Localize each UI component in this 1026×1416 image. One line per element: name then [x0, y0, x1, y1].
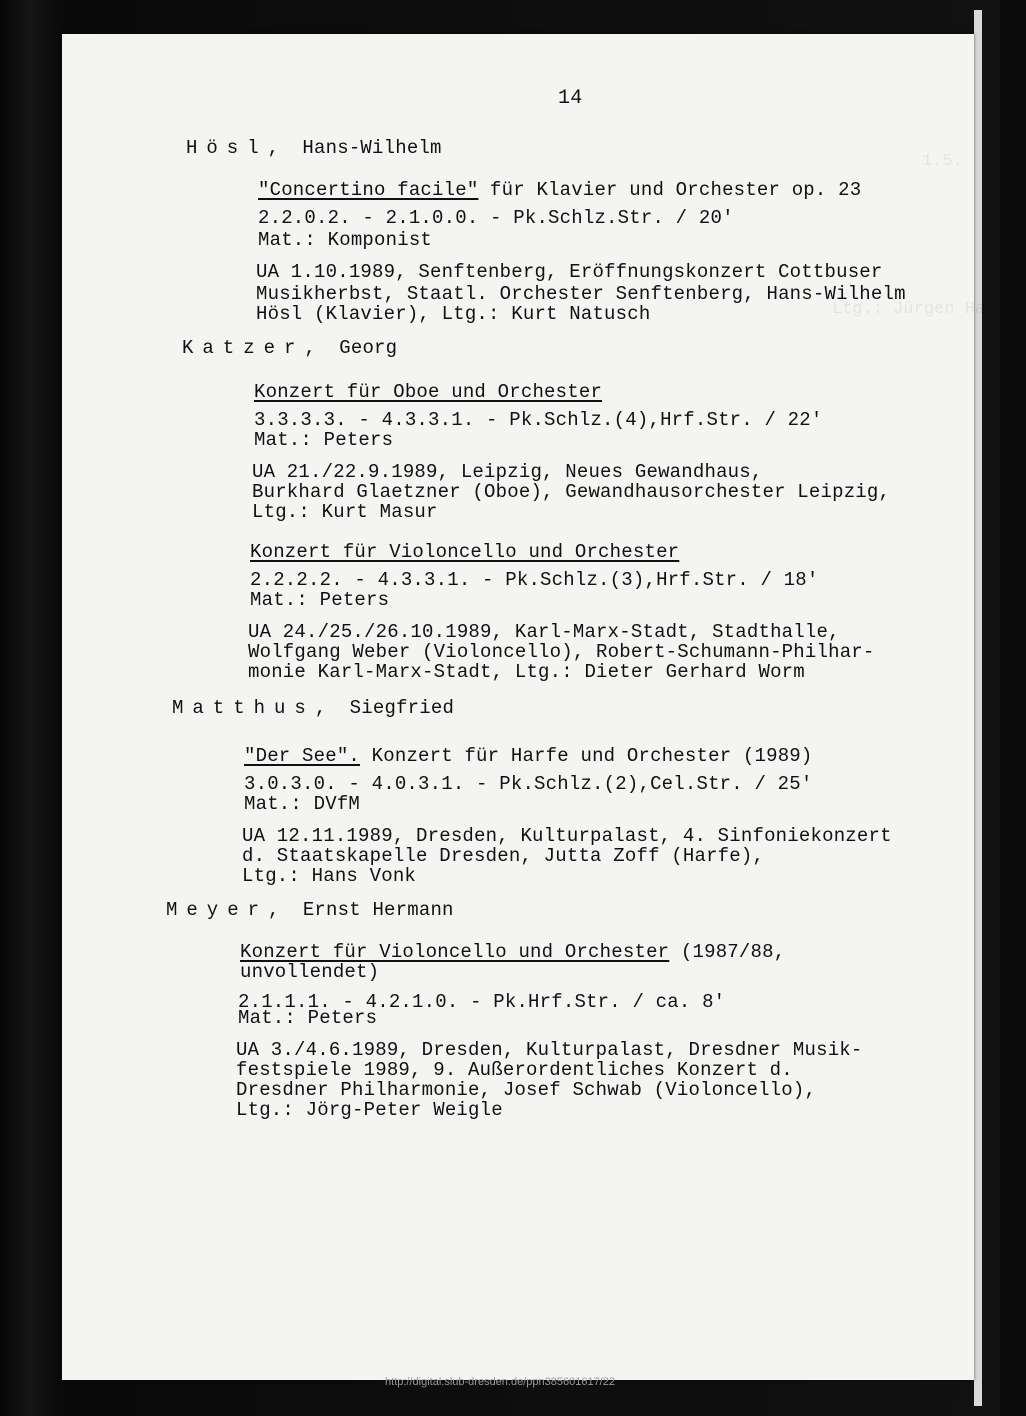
document-page: 1.5. Ltg.: Jürgen Hansen 14 Hösl, Hans-Wilhelm "Concertino facile" für Klavier und Orchester op. 23 2.2.0.2. - 2.1.0.0. - Pk.Schlz.Str. / 20' Mat.: Komponist UA 1.10.1989, Senftenberg, Eröffnungskonzert Cottbuser Musikherbst, Staatl. Orchester Senftenberg, Hans-Wilhelm Hösl (Klavier), Ltg.: Kurt Natusch Katzer, Georg Konzert für Oboe und Orchester 3.3.3.3. - 4.3.3.1. - Pk.Schlz.(4),Hrf.Str. / 22' Mat.: Peters UA 21./22.9.1989, Leipzig, Neues Gewandhaus, Burkhard Glaetzner (Oboe), Gewandhausorchester Leipzig, Ltg.: Kurt Masur Konzert für Violoncello und Orchester 2.2.2.2. - 4.3.3.1. - Pk.Schlz.(3),Hrf.Str. / 18' Mat.: Peters UA 24./25./26.10.1989, Karl-Marx-Stadt, Stadthalle, Wolfgang Weber (Violoncello), Robert-Schumann-Philhar- monie Karl-Marx-Stadt, Ltg.: Dieter Gerhard Worm Matthus, Siegfried "Der See". Konzert für Harfe und Orchester (1989) 3.0.3.0. - 4.0.3.1. - Pk.Schlz.(2),Cel.Str. / 25' Mat.: DVfM UA 12.11.1989, Dresden, Kulturpalast, 4. Sinfoniekonzert d. Staatskapelle Dresden, Jutta Zoff (Harfe), Ltg.: Hans Vonk Meyer, Ernst Hermann Konzert für Violoncello und Orchester (1987/88, unvollendet) 2.1.1.1. - 4.2.1.0. - Pk.Hrf.Str. / ca. 8' Mat.: Peters UA 3./4.6.1989, Dresden, Kulturpalast, Dresdner Musik- festspiele 1989, 9. Außerordentliches Konzert d. Dresdner Philharmonie, Josef Schwab (Violoncello), Ltg.: Jörg-Peter Weigle: [62, 34, 974, 1380]
work-title: [240, 942, 785, 962]
composer-given-name: Georg: [339, 337, 398, 359]
composer-heading: Matthus, Siegfried: [172, 697, 455, 719]
premiere-line: Wolfgang Weber (Violoncello), Robert-Schumann-Philhar-: [248, 641, 875, 663]
work-title: [254, 382, 602, 402]
composer-surname: Hösl: [186, 137, 268, 159]
work-material: Mat.: Komponist: [258, 229, 433, 251]
premiere-line: Musikherbst, Staatl. Orchester Senftenberg, Hans-Wilhelm: [256, 283, 906, 305]
work-scoring: 2.1.1.1. - 4.2.1.0. - Pk.Hrf.Str. / ca. 8': [238, 991, 726, 1013]
composer-surname: Katzer: [182, 337, 305, 359]
composer-surname: Matthus: [172, 697, 315, 719]
work-scoring: 2.2.2.2. - 4.3.3.1. - Pk.Schlz.(3),Hrf.Str. / 18': [250, 569, 819, 591]
work-scoring: 2.2.0.2. - 2.1.0.0. - Pk.Schlz.Str. / 20': [258, 207, 734, 229]
work-title: [258, 180, 861, 200]
premiere-line: UA 24./25./26.10.1989, Karl-Marx-Stadt, Stadthalle,: [248, 621, 840, 643]
premiere-line: Ltg.: Jörg-Peter Weigle: [236, 1099, 503, 1121]
premiere-line: festspiele 1989, 9. Außerordentliches Konzert d.: [236, 1059, 793, 1081]
premiere-line: Ltg.: Hans Vonk: [242, 865, 417, 887]
work-scoring: 3.3.3.3. - 4.3.3.1. - Pk.Schlz.(4),Hrf.Str. / 22': [254, 409, 823, 431]
composer-given-name: Hans-Wilhelm: [302, 137, 442, 159]
composer-heading: Katzer, Georg: [182, 337, 398, 359]
premiere-line: UA 12.11.1989, Dresden, Kulturpalast, 4. Sinfoniekonzert: [242, 825, 892, 847]
work-material: Mat.: Peters: [238, 1007, 378, 1029]
premiere-line: Dresdner Philharmonie, Josef Schwab (Violoncello),: [236, 1079, 817, 1101]
work-title-underlined: "Concertino facile": [258, 179, 479, 201]
page-edge: [974, 10, 982, 1406]
composer-given-name: Ernst Hermann: [302, 899, 454, 921]
work-material: Mat.: Peters: [250, 589, 390, 611]
work-title-rest: für Klavier und Orchester op. 23: [478, 179, 862, 201]
premiere-line: UA 1.10.1989, Senftenberg, Eröffnungskonzert Cottbuser: [256, 261, 883, 283]
work-scoring: 3.0.3.0. - 4.0.3.1. - Pk.Schlz.(2),Cel.Str. / 25': [244, 773, 813, 795]
work-title: [244, 746, 813, 766]
work-title-continuation: unvollendet): [240, 961, 380, 983]
composer-given-name: Siegfried: [349, 697, 455, 719]
work-title-rest: (1987/88,: [669, 941, 786, 963]
source-watermark: http://digital.slub-dresden.de/ppn385601617/22: [385, 1376, 615, 1388]
composer-surname: Meyer: [166, 899, 269, 921]
composer-heading: Hösl, Hans-Wilhelm: [186, 137, 442, 159]
work-material: Mat.: Peters: [254, 429, 394, 451]
premiere-line: d. Staatskapelle Dresden, Jutta Zoff (Harfe),: [242, 845, 765, 867]
premiere-line: Ltg.: Kurt Masur: [252, 501, 438, 523]
work-material: Mat.: DVfM: [244, 793, 361, 815]
premiere-line: Burkhard Glaetzner (Oboe), Gewandhausorchester Leipzig,: [252, 481, 891, 503]
work-title-underlined: Konzert für Oboe und Orchester: [254, 381, 603, 403]
work-title-underlined: Konzert für Violoncello und Orchester: [240, 941, 670, 963]
work-title-underlined: Konzert für Violoncello und Orchester: [250, 541, 680, 563]
premiere-line: UA 21./22.9.1989, Leipzig, Neues Gewandhaus,: [252, 461, 763, 483]
composer-heading: Meyer, Ernst Hermann: [166, 899, 454, 921]
premiere-line: UA 3./4.6.1989, Dresden, Kulturpalast, Dresdner Musik-: [236, 1039, 863, 1061]
work-title-rest: Konzert für Harfe und Orchester (1989): [360, 745, 813, 767]
page-number: 14: [558, 87, 583, 110]
work-title: [250, 542, 679, 562]
premiere-line: monie Karl-Marx-Stadt, Ltg.: Dieter Gerhard Worm: [248, 661, 805, 683]
work-title-underlined: "Der See".: [244, 745, 361, 767]
premiere-line: Hösl (Klavier), Ltg.: Kurt Natusch: [256, 303, 651, 325]
